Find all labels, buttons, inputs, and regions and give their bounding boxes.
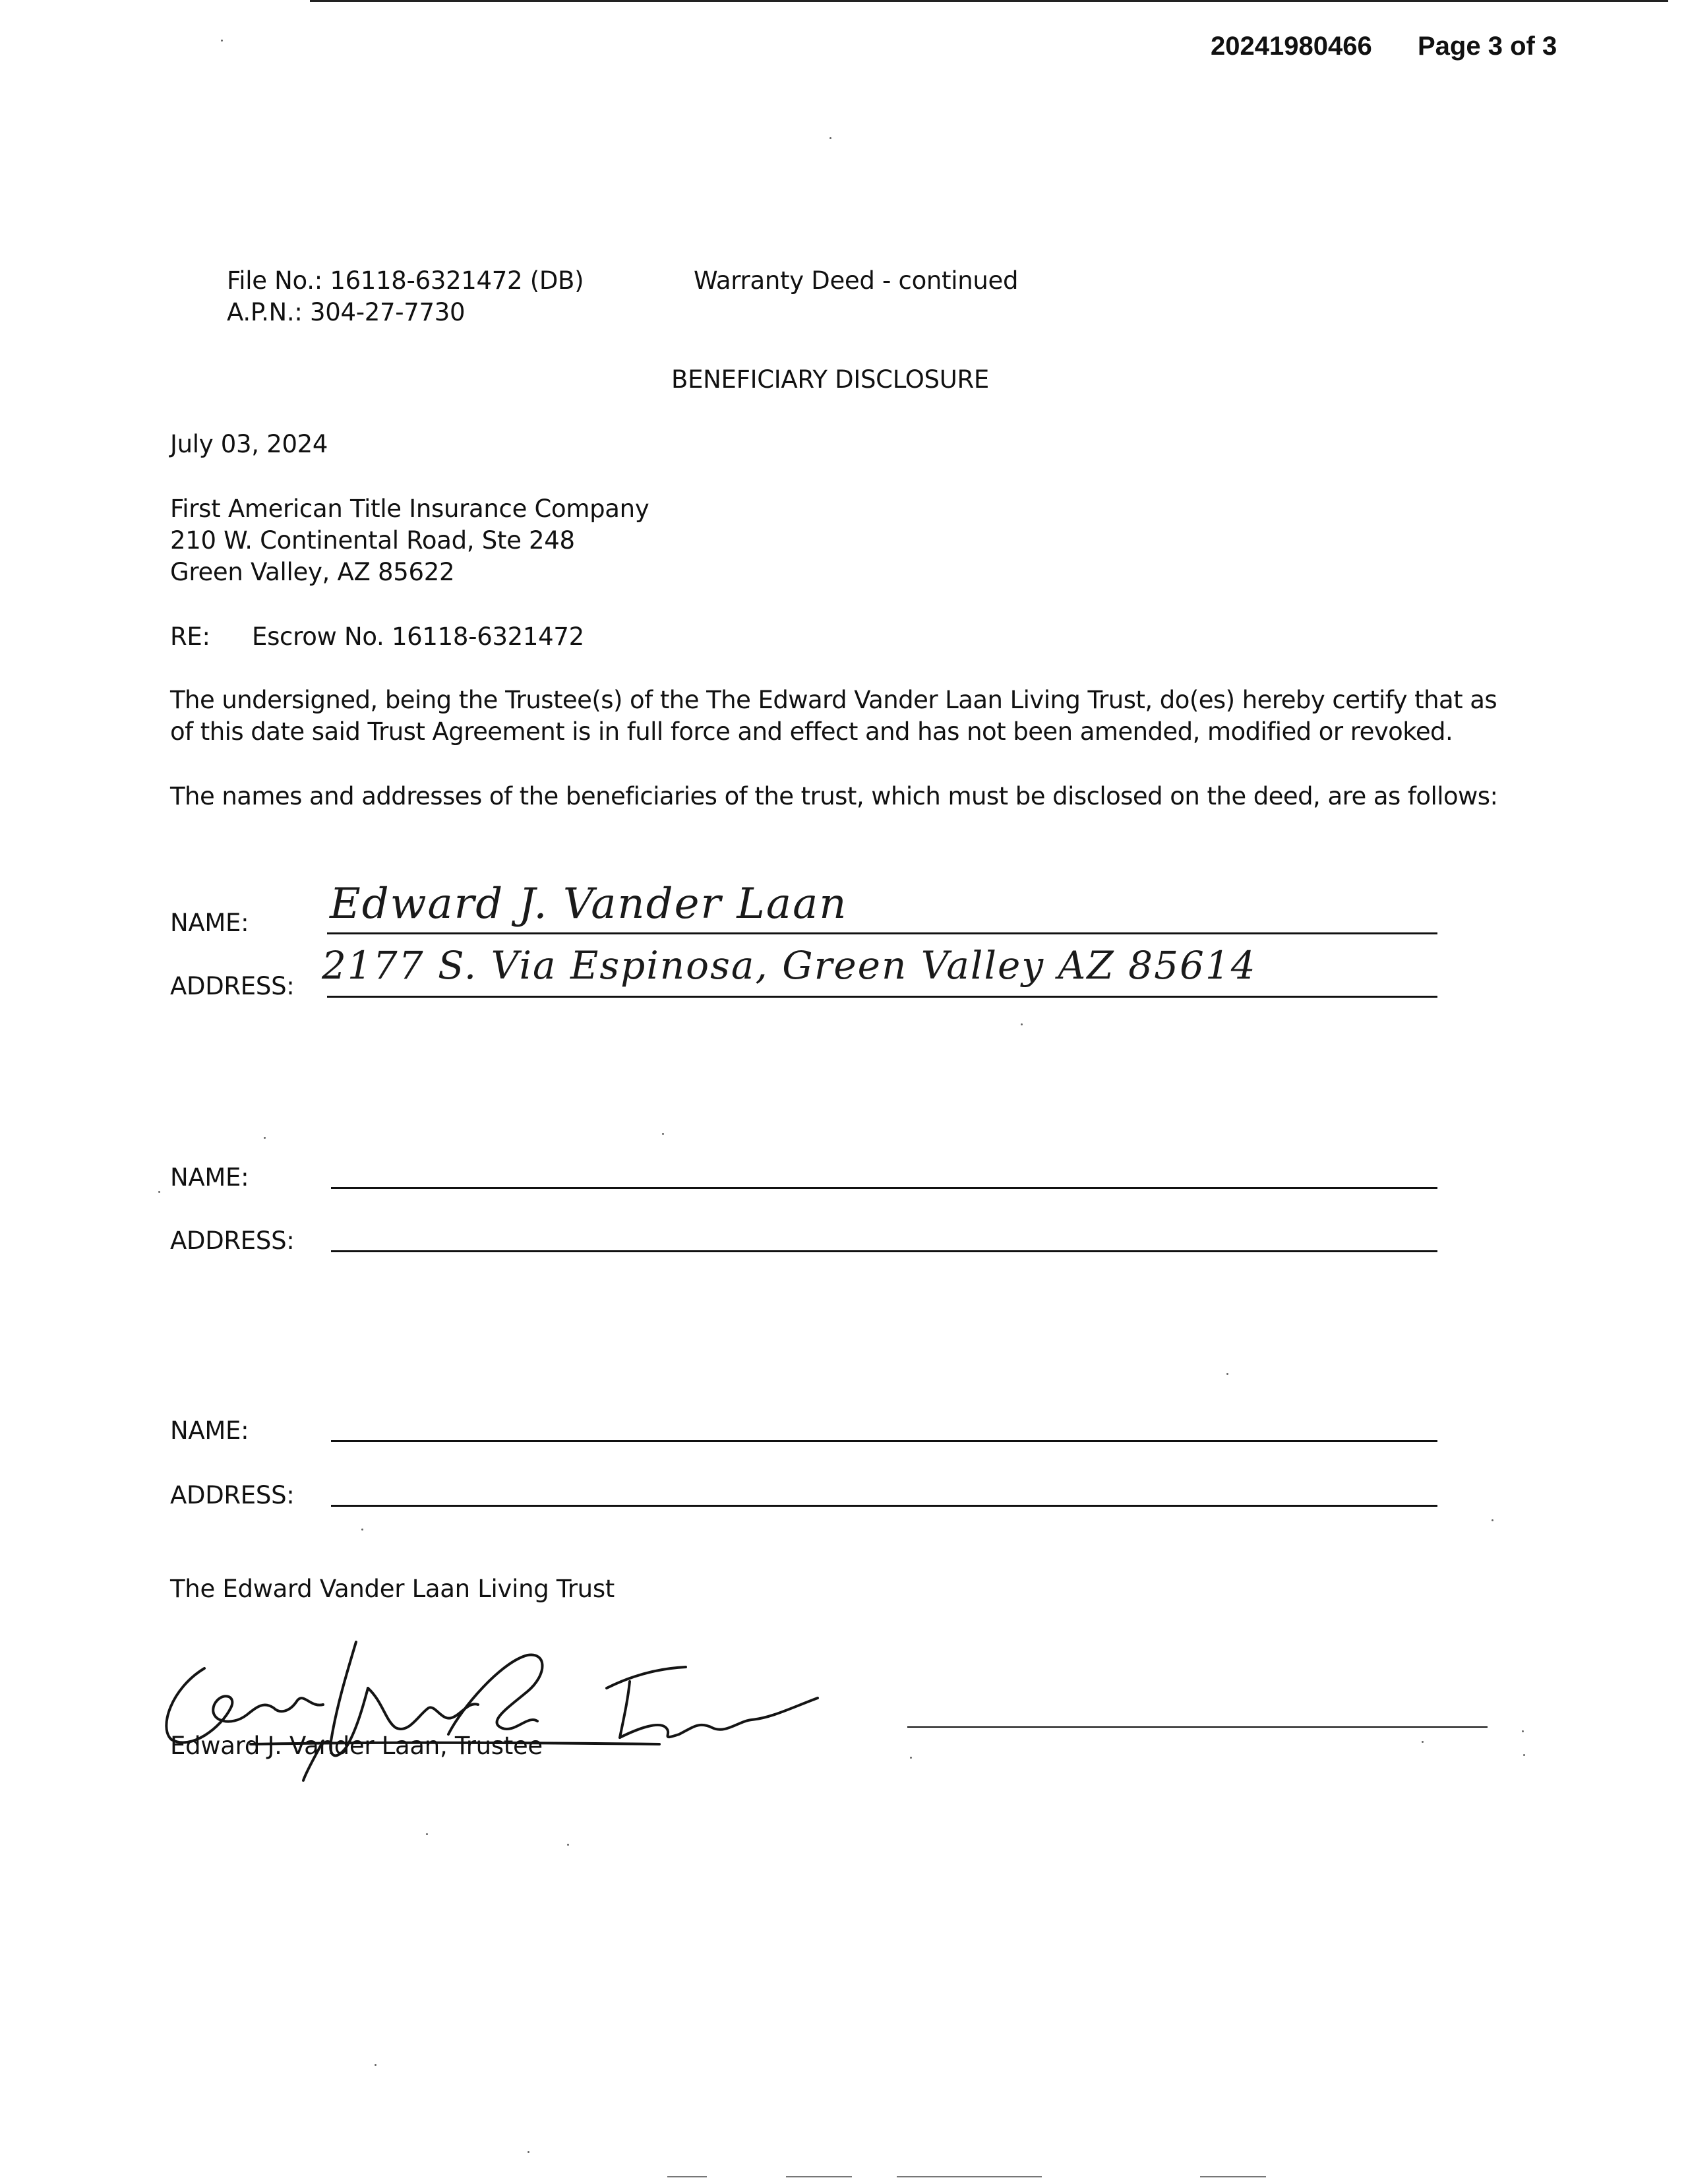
name-label: NAME: (170, 1416, 249, 1445)
scan-speck (528, 2151, 529, 2153)
addressee-company: First American Title Insurance Company (170, 495, 649, 523)
scan-speck (1523, 1754, 1525, 1756)
letter-date: July 03, 2024 (170, 430, 328, 458)
scan-speck (221, 40, 223, 42)
scan-speck (158, 1191, 160, 1193)
handwritten-beneficiary-name: Edward J. Vander Laan (330, 880, 848, 928)
re-escrow-number: Escrow No. 16118-6321472 (252, 622, 584, 651)
name-label: NAME: (170, 1163, 249, 1192)
trustee-signature (158, 1629, 857, 1787)
disclosure-instruction: The names and addresses of the beneficiaries of the trust, which must be disclosed on the deed, are as follows: (170, 782, 1498, 810)
scan-speck (264, 1137, 266, 1139)
scan-speck (662, 1133, 664, 1135)
second-signature-line (907, 1726, 1488, 1728)
scan-speck (426, 1833, 428, 1835)
recording-number: 20241980466 (1211, 32, 1372, 61)
addressee-street: 210 W. Continental Road, Ste 248 (170, 526, 575, 555)
apn: A.P.N.: 304-27-7730 (227, 298, 466, 326)
name-line (331, 1440, 1437, 1442)
handwritten-beneficiary-address: 2177 S. Via Espinosa, Green Valley AZ 85614 (322, 943, 1257, 988)
scan-bottom-mark (786, 2176, 852, 2177)
scan-speck (361, 1529, 363, 1531)
certification-line-2: of this date said Trust Agreement is in full force and effect and has not been amended, modified or revoked. (170, 717, 1453, 746)
address-line (331, 1250, 1437, 1252)
addressee-city: Green Valley, AZ 85622 (170, 558, 455, 586)
page-number: Page 3 of 3 (1418, 32, 1557, 61)
scan-speck (1021, 1023, 1023, 1025)
scan-speck (1492, 1519, 1493, 1521)
scan-bottom-mark (897, 2176, 1042, 2177)
re-label: RE: (170, 622, 210, 651)
scan-bottom-mark (1200, 2176, 1266, 2177)
page-title: BENEFICIARY DISCLOSURE (671, 365, 989, 394)
trustee-caption: Edward J. Vander Laan, Trustee (170, 1732, 543, 1760)
scan-speck (829, 137, 831, 139)
scan-speck (375, 2064, 377, 2066)
scan-speck (1522, 1730, 1524, 1732)
scan-speck (1226, 1373, 1228, 1375)
name-label: NAME: (170, 909, 249, 937)
file-number: File No.: 16118-6321472 (DB) (227, 266, 584, 295)
certification-line-1: The undersigned, being the Trustee(s) of the The Edward Vander Laan Living Trust, do(es) hereby certify that as (170, 686, 1497, 714)
scan-speck (1422, 1741, 1424, 1743)
scan-speck (910, 1757, 912, 1759)
scan-speck (567, 1844, 569, 1846)
document-type: Warranty Deed - continued (694, 266, 1019, 295)
name-line (331, 1187, 1437, 1189)
trust-name: The Edward Vander Laan Living Trust (170, 1575, 615, 1603)
address-label: ADDRESS: (170, 1481, 295, 1509)
scan-top-border (310, 0, 1668, 2)
address-label: ADDRESS: (170, 972, 295, 1000)
name-line (327, 932, 1437, 934)
address-line (327, 996, 1437, 998)
address-label: ADDRESS: (170, 1227, 295, 1255)
address-line (331, 1505, 1437, 1507)
scan-bottom-mark (667, 2176, 707, 2177)
